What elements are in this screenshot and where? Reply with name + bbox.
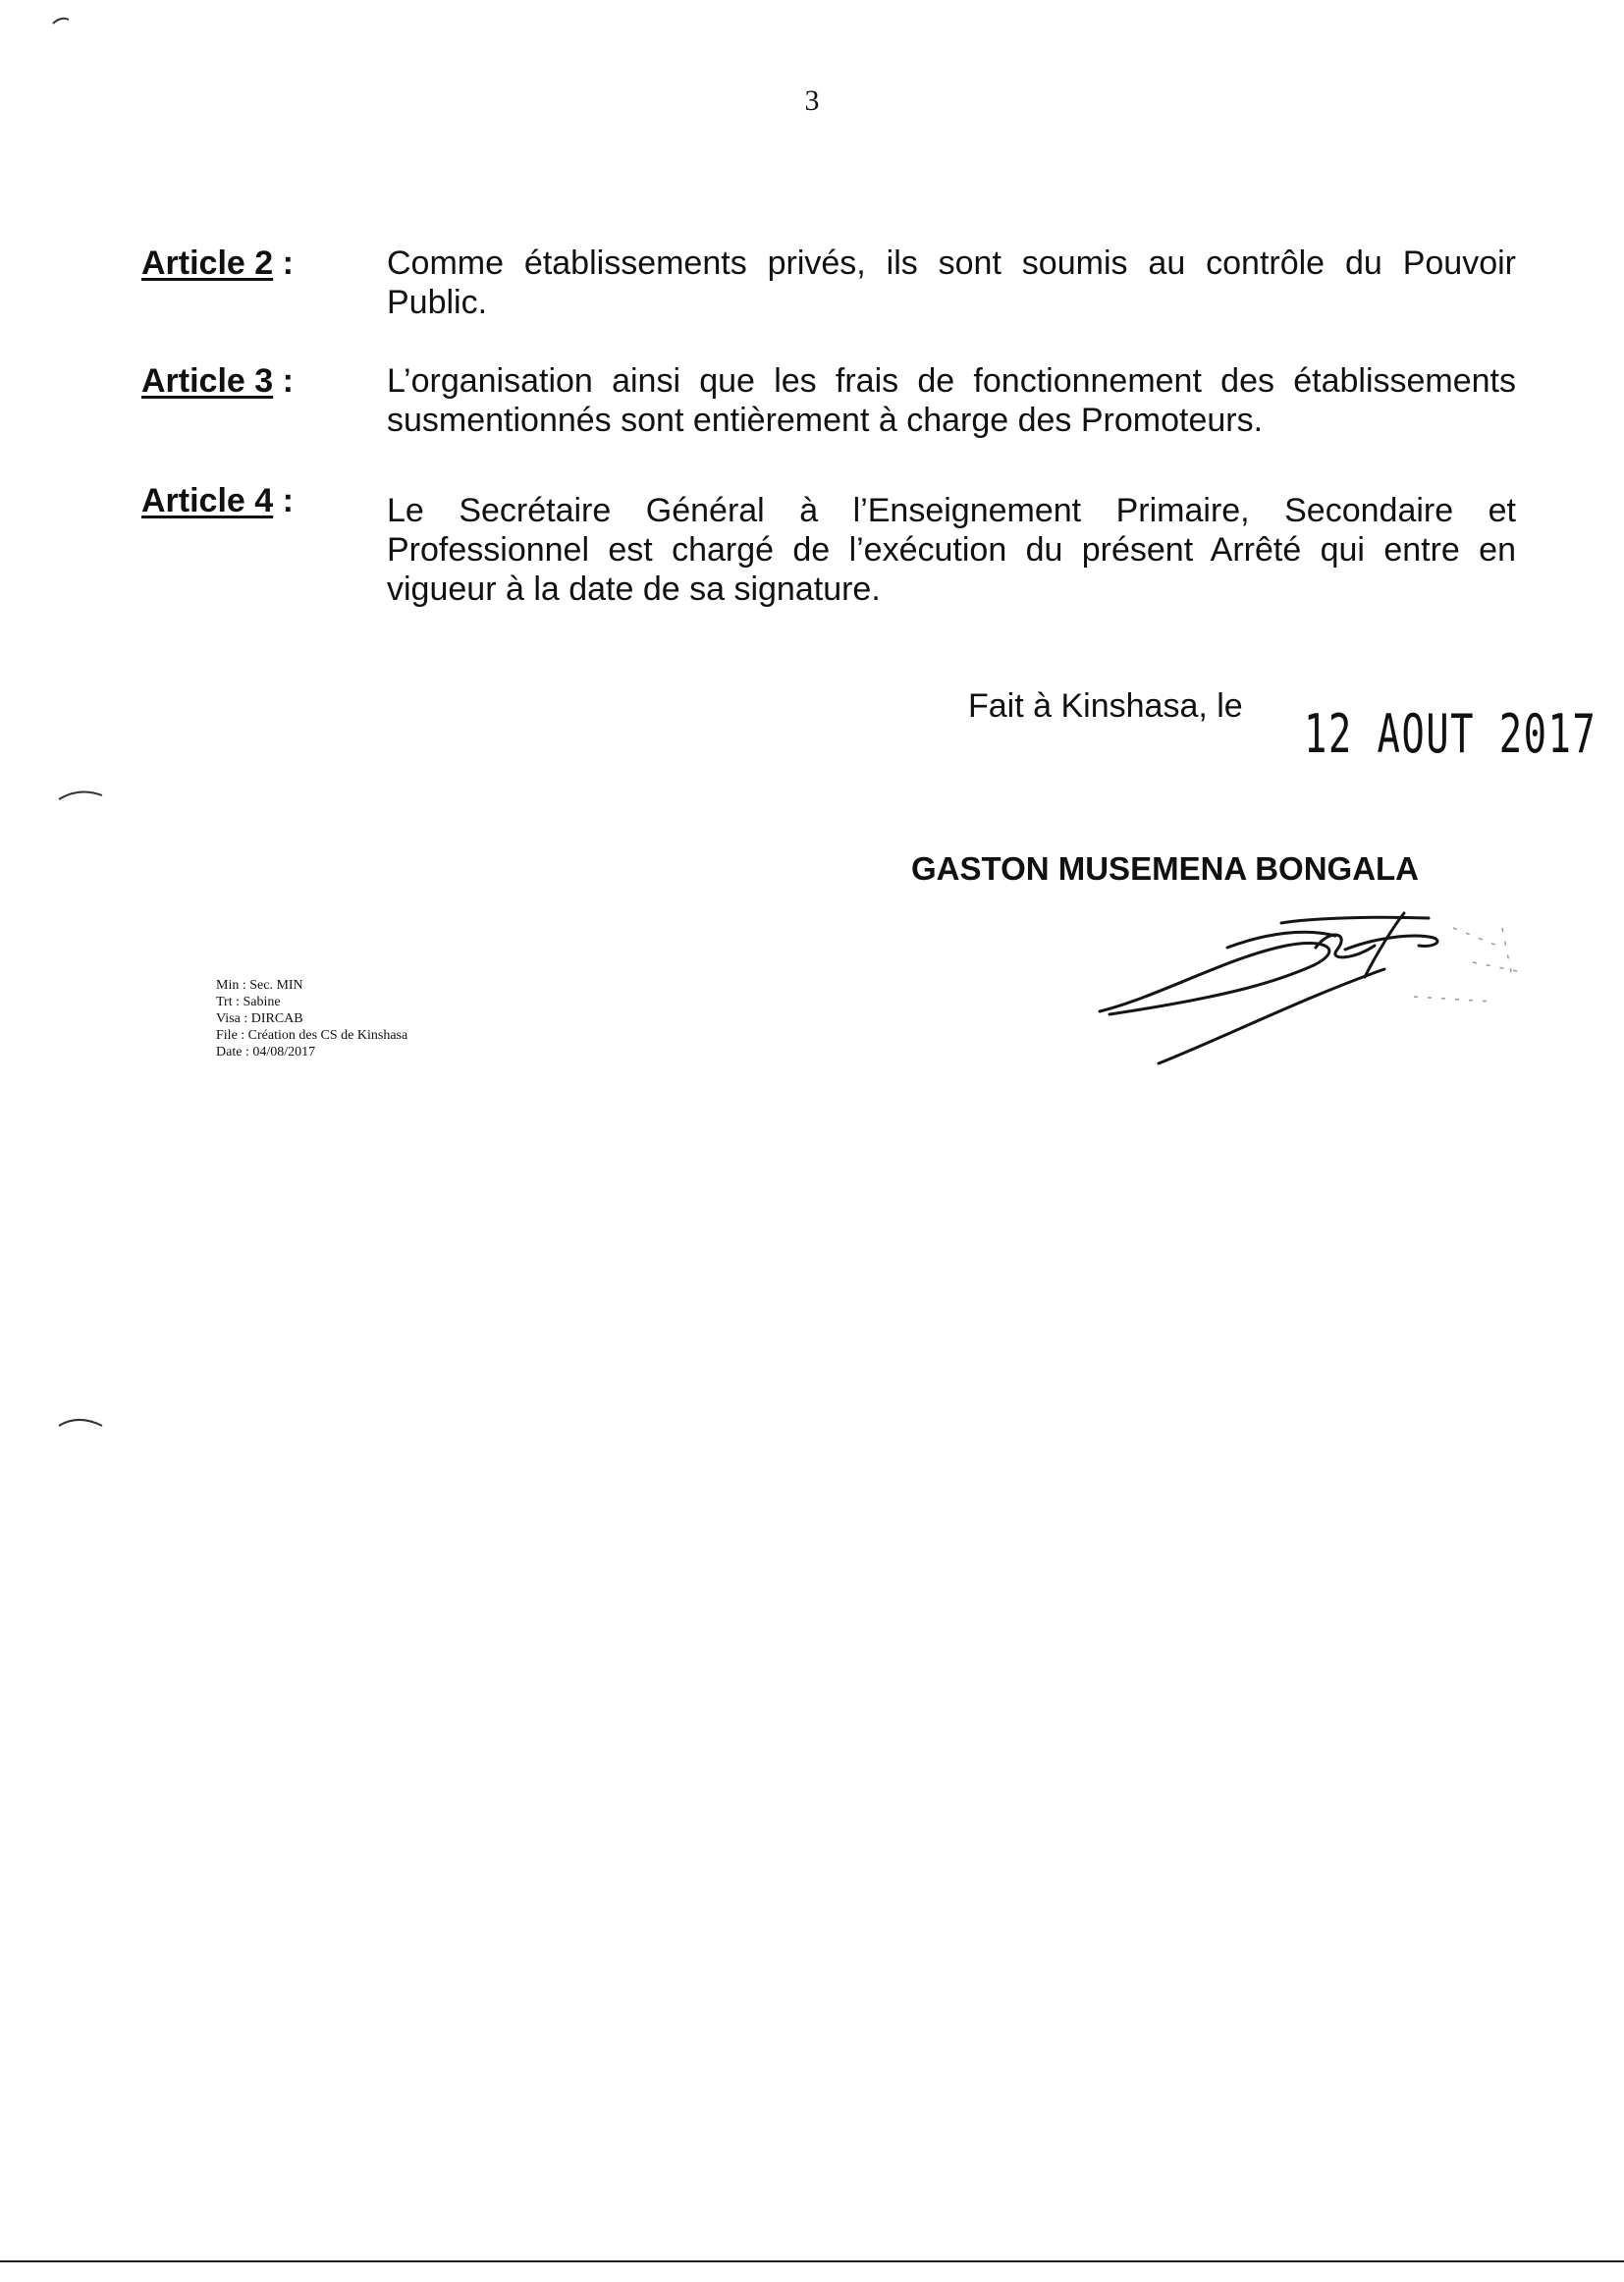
article-label-separator: : xyxy=(273,482,294,519)
reference-line: Trt : Sabine xyxy=(216,995,281,1009)
article-label xyxy=(141,481,294,520)
article-label-text: Article 3 xyxy=(141,362,274,400)
signatory-name: GASTON MUSEMENA BONGALA xyxy=(911,850,1420,887)
reference-line: Visa : DIRCAB xyxy=(216,1011,303,1026)
article-label-separator: : xyxy=(273,244,294,282)
handwritten-signature xyxy=(1080,889,1551,1085)
article-body: L’organisation ainsi que les frais de fonctionnement des établissements susmentionnés sont entièrement à charge des Promoteurs. xyxy=(387,362,1516,439)
article-label xyxy=(141,244,294,283)
article-body: Comme établissements privés, ils sont soumis au contrôle du Pouvoir Public. xyxy=(387,244,1516,321)
reference-block xyxy=(216,977,407,1060)
article-label-text: Article 4 xyxy=(141,482,274,519)
reference-line: File : Création des CS de Kinshasa xyxy=(216,1028,408,1043)
article-label xyxy=(141,361,294,401)
hole-punch-mark xyxy=(57,1414,106,1434)
stamped-date: 12 AOUT 2017 xyxy=(1304,703,1597,765)
scan-mark xyxy=(49,10,79,29)
reference-line: Min : Sec. MIN xyxy=(216,978,303,993)
page-number: 3 xyxy=(804,84,820,117)
article-label-text: Article 2 xyxy=(141,244,274,282)
place-of-signing: Fait à Kinshasa, le xyxy=(968,687,1243,725)
scan-edge-line xyxy=(0,2260,1624,2262)
article-label-separator: : xyxy=(273,362,294,400)
reference-line: Date : 04/08/2017 xyxy=(216,1045,316,1060)
article-body: Le Secrétaire Général à l’Enseignement Primaire, Secondaire et Professionnel est chargé de l’exécution du présent Arrêté qui entre en vigueur à la date de sa signature. xyxy=(387,492,1516,608)
hole-punch-mark xyxy=(57,786,106,805)
